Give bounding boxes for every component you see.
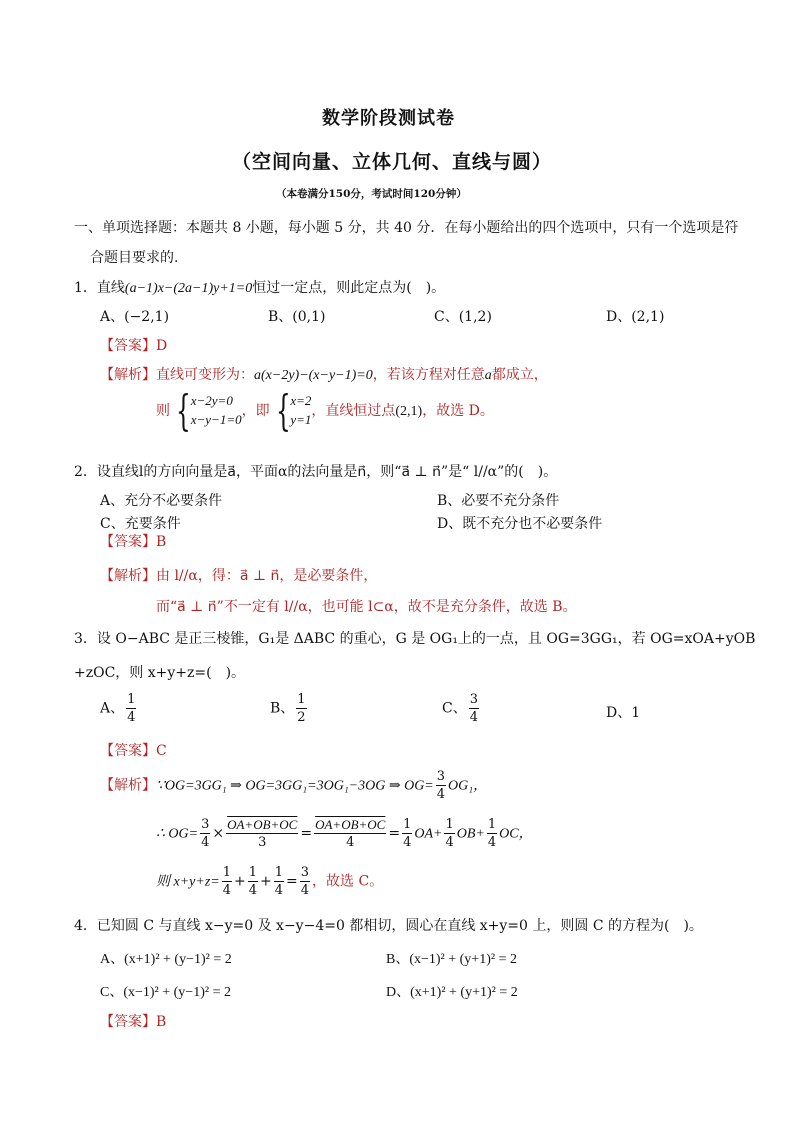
question-2: 2．设直线l的方向向量是a⃗，平面α的法向量是n⃗，则“a⃗ ⊥ n⃗”是“ l//α”的( )。 bbox=[74, 464, 558, 480]
section-heading: 一、单项选择题：本题共 8 小题，每小题 5 分，共 40 分．在每小题给出的四个选项中，只有一个选项是符 bbox=[74, 220, 739, 236]
question-3: 3．设 O−ABC 是正三棱锥，G₁是 ΔABC 的重心，G 是 OG₁上的一点，且 OG=3GG₁，若 OG=xOA+yOB bbox=[74, 631, 756, 647]
q3-analysis-line2: ∴ OG= $\frac{3}{4}$ × $\frac{OA+OB+OC}{3}$ = $\frac{OA+OB+OC}{4}$ = $\frac{1}{4}$ OA+ $\frac{1}{4}$ OB+ $\frac{1}{4}$ OC， bbox=[156, 817, 533, 850]
section-heading-cont: 合题目要求的. bbox=[90, 250, 179, 266]
page-subtitle: （空间向量、立体几何、直线与圆） bbox=[232, 151, 553, 173]
page-title: 数学阶段测试卷 bbox=[322, 108, 455, 129]
question-1: 1．直线(a−1)x−(2a−1)y+1=0恒过一定点，则此定点为( )。 bbox=[74, 280, 446, 296]
question-3-cont: +zOC，则 x+y+z=( )。 bbox=[74, 665, 246, 681]
q1-analysis-line1: 【解析】直线可变形为：a(x−2y)−(x−y−1)=0，若该方程对任意a都成立， bbox=[100, 367, 548, 383]
q1-option-c: C、(1,2) bbox=[434, 309, 492, 325]
q1-analysis-line2: 则 { x−2y=0 x−y−1=0 ，即 { x=2 y=1 ，直线恒过点(2,1)，故选 D。 bbox=[156, 386, 494, 436]
q4-option-d: D、(x+1)² + (y+1)² = 2 bbox=[386, 985, 518, 1000]
q3-analysis-line3: 则 x+y+z= $\frac{1}{4}$ + $\frac{1}{4}$ + $\frac{1}{4}$ = $\frac{3}{4}$ ，故选 C。 bbox=[156, 865, 384, 898]
q3-option-d: D、1 bbox=[606, 705, 641, 721]
q3-option-b: B、 $\frac{1}{2}$ bbox=[270, 692, 306, 725]
q4-option-b: B、(x−1)² + (y+1)² = 2 bbox=[386, 952, 517, 967]
q2-option-c: C、充要条件 bbox=[100, 516, 181, 532]
q3-option-c: C、 $\frac{3}{4}$ bbox=[442, 692, 478, 725]
q3-option-a: A、 $\frac{1}{4}$ bbox=[100, 692, 136, 725]
question-4: 4．已知圆 C 与直线 x−y=0 及 x−y−4=0 都相切，圆心在直线 x+y=0 上，则圆 C 的方程为( )。 bbox=[74, 918, 703, 934]
q2-answer: 【答案】B bbox=[100, 534, 167, 550]
q1-option-a: A、(−2,1) bbox=[100, 309, 170, 325]
q1-option-d: D、(2,1) bbox=[606, 309, 665, 325]
q2-option-a: A、充分不必要条件 bbox=[100, 493, 223, 509]
q1-answer: 【答案】D bbox=[100, 338, 168, 354]
q2-option-d: D、既不充分也不必要条件 bbox=[437, 516, 603, 532]
q3-analysis-line1: 【解析】∵OG=3GG₁ ⇒ OG=3GG₁=3OG₁−3OG ⇒ OG= $\frac{3}{4}$ OG₁， bbox=[100, 769, 488, 802]
exam-note: （本卷满分150分，考试时间120分钟） bbox=[276, 188, 467, 200]
q4-option-c: C、(x−1)² + (y−1)² = 2 bbox=[100, 985, 231, 1000]
q3-answer: 【答案】C bbox=[100, 743, 167, 759]
q2-option-b: B、必要不充分条件 bbox=[437, 493, 560, 509]
q2-analysis-line1: 【解析】由 l//α，得：a⃗ ⊥ n⃗，是必要条件， bbox=[100, 568, 378, 584]
q1-option-b: B、(0,1) bbox=[268, 309, 326, 325]
q4-option-a: A、(x+1)² + (y−1)² = 2 bbox=[100, 952, 232, 967]
q2-analysis-line2: 而“a⃗ ⊥ n⃗”不一定有 l//α，也可能 l⊂α，故不是充分条件，故选 B。 bbox=[156, 599, 577, 615]
q4-answer: 【答案】B bbox=[100, 1014, 167, 1030]
